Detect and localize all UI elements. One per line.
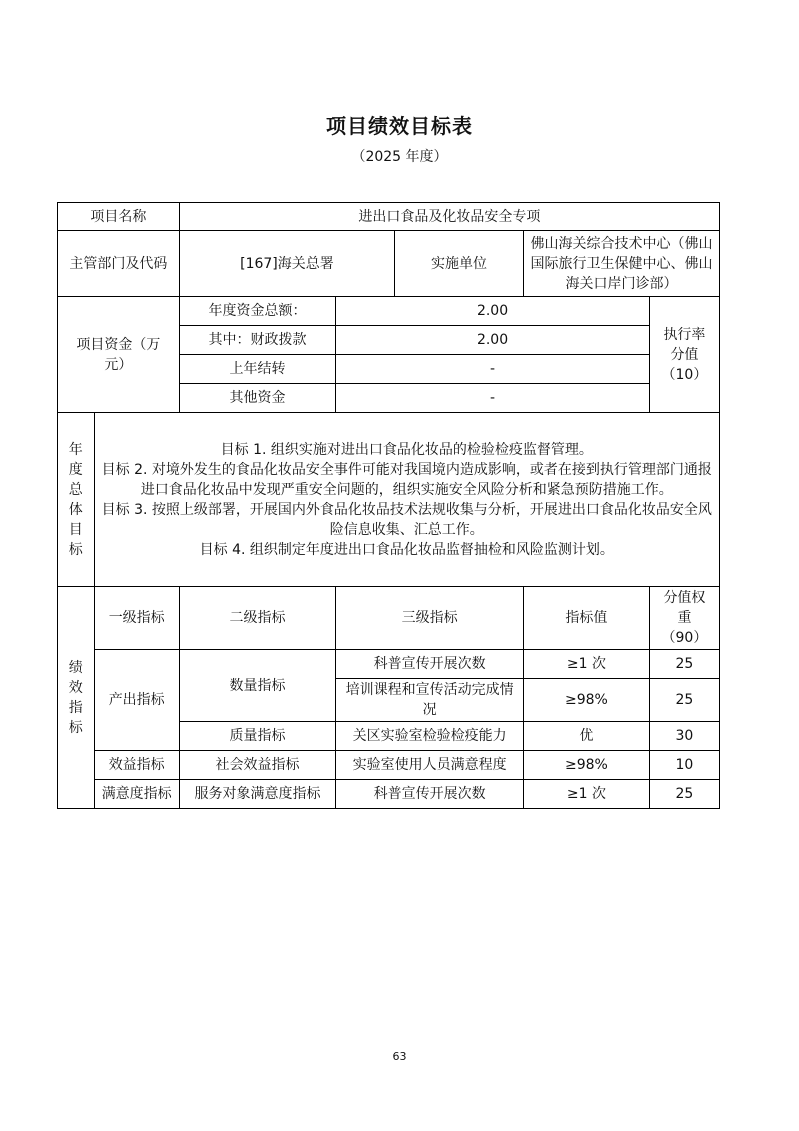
quality-indicator-label: 质量指标 (179, 722, 335, 751)
header-level2: 二级指标 (179, 587, 335, 650)
header-value: 指标值 (523, 587, 649, 650)
indicator-value: 优 (523, 722, 649, 751)
indicator-value: ≥98% (523, 751, 649, 780)
goals-label-text: 年度总体目标 (68, 441, 83, 558)
indicator-weight: 10 (649, 751, 719, 780)
satisfaction-indicator-label: 满意度指标 (94, 780, 179, 809)
quantity-indicator-label: 数量指标 (179, 650, 335, 722)
unit-value: 佛山海关综合技术中心（佛山国际旅行卫生保健中心、佛山海关口岸门诊部） (523, 231, 719, 297)
indicator-weight: 30 (649, 722, 719, 751)
goal-item: 目标 1. 组织实施对进出口食品化妆品的检验检疫监督管理。 (220, 441, 593, 458)
fund-row-value: - (336, 355, 650, 384)
project-name-label: 项目名称 (58, 203, 180, 231)
indicators-label (58, 587, 95, 809)
indicator-value: ≥98% (523, 679, 649, 722)
header-level3: 三级指标 (336, 587, 524, 650)
unit-label: 实施单位 (395, 231, 524, 297)
indicator-weight: 25 (649, 650, 719, 679)
fund-row-label: 年度资金总额： (179, 297, 335, 326)
social-benefit-label: 社会效益指标 (179, 751, 335, 780)
indicator-level3: 科普宣传开展次数 (336, 650, 524, 679)
fund-row-value: 2.00 (336, 297, 650, 326)
header-weight (649, 587, 719, 650)
dept-value: [167]海关总署 (179, 231, 394, 297)
indicator-value: ≥1 次 (523, 650, 649, 679)
header-level1: 一级指标 (94, 587, 179, 650)
project-name-value: 进出口食品及化妆品安全专项 (179, 203, 719, 231)
performance-table (57, 202, 720, 809)
service-satisfaction-label: 服务对象满意度指标 (179, 780, 335, 809)
fund-row-value: 2.00 (336, 326, 650, 355)
execution-score-label (649, 297, 719, 413)
indicator-level3: 实验室使用人员满意程度 (336, 751, 524, 780)
indicator-weight: 25 (649, 780, 719, 809)
benefit-indicator-label: 效益指标 (94, 751, 179, 780)
fund-row-label: 其中：财政拨款 (179, 326, 335, 355)
funds-label (58, 297, 180, 413)
goals-label (58, 413, 95, 587)
page-number: 63 (392, 1050, 407, 1063)
execution-score-text: 执行率分值（10） (661, 326, 708, 383)
indicator-weight: 25 (649, 679, 719, 722)
fund-row-label: 上年结转 (179, 355, 335, 384)
indicators-label-text: 绩效指标 (68, 659, 83, 736)
dept-label: 主管部门及代码 (58, 231, 180, 297)
goal-item: 目标 3. 按照上级部署，开展国内外食品化妆品技术法规收集与分析，开展进出口食品化妆品安全风险信息收集、汇总工作。 (101, 501, 712, 538)
indicator-level3: 培训课程和宣传活动完成情况 (336, 679, 524, 722)
page-title: 项目绩效目标表 (326, 114, 473, 138)
indicator-value: ≥1 次 (523, 780, 649, 809)
fund-row-value: - (336, 384, 650, 413)
goal-item: 目标 4. 组织制定年度进出口食品化妆品监督抽检和风险监测计划。 (199, 541, 614, 558)
indicator-level3: 科普宣传开展次数 (336, 780, 524, 809)
output-indicator-label: 产出指标 (94, 650, 179, 751)
page-subtitle: （2025 年度） (351, 149, 448, 165)
header-weight-text: 分值权重（90） (661, 590, 708, 646)
goals-content (94, 413, 719, 587)
fund-row-label: 其他资金 (179, 384, 335, 413)
indicator-level3: 关区实验室检验检疫能力 (336, 722, 524, 751)
goal-item: 目标 2. 对境外发生的食品化妆品安全事件可能对我国境内造成影响，或者在接到执行管理部门通报进口食品化妆品中发现严重安全问题的，组织实施安全风险分析和紧急预防措施工作。 (101, 461, 712, 498)
funds-label-text: 项目资金（万元） (76, 336, 161, 373)
